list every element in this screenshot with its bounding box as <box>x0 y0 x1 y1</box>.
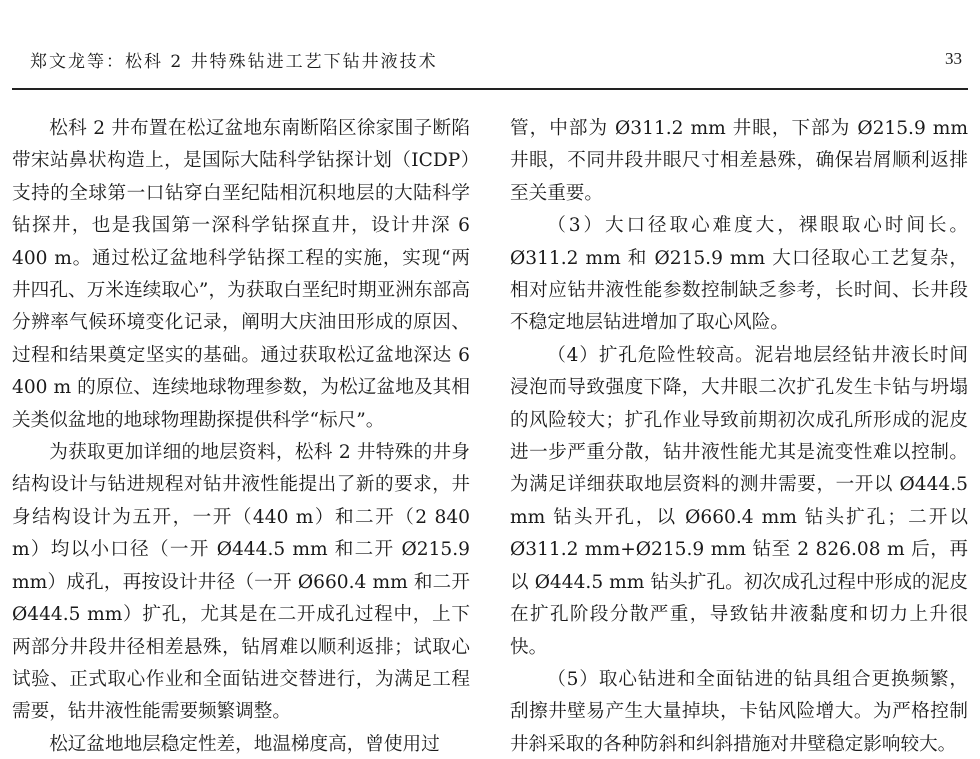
running-title: 郑文龙等：松科 2 井特殊钻进工艺下钻井液技术 <box>30 52 438 72</box>
page-header <box>0 0 980 90</box>
paragraph: 为获取更加详细的地层资料，松科 2 井特殊的井身结构设计与钻进规程对钻井液性能提出了新的要求，井身结构设计为五开，一开（440 m）和二开（2 840 m）均以小口径（一开 Ø444.5 mm 和二开 Ø215.9 mm）成孔，再按设计井径（一开 Ø660.4 mm 和二开 Ø444.5 mm）扩孔，尤其是在二开成孔过程中，上下两部分井段井径相差悬殊，钻屑难以顺利返排；试取心试验、正式取心作业和全面钻进交替进行，为满足工程需要，钻井液性能需要频繁调整。 <box>12 442 470 723</box>
left-column <box>12 113 470 759</box>
paragraph-continued: 管，中部为 Ø311.2 mm 井眼，下部为 Ø215.9 mm 井眼，不同井段井眼尺寸相差悬殊，确保岩屑顺利返排至关重要。 <box>510 118 968 204</box>
paragraph: 松科 2 井布置在松辽盆地东南断陷区徐家围子断陷带宋站鼻状构造上，是国际大陆科学钻探计划（ICDP）支持的全球第一口钻穿白垩纪陆相沉积地层的大陆科学钻探井，也是我国第一深科学钻探直井，设计井深 6 400 m。通过松辽盆地科学钻探工程的实施，实现“两井四孔、万米连续取心”，为获取白垩纪时期亚洲东部高分辨率气候环境变化记录，阐明大庆油田形成的原因、过程和结果奠定坚实的基础。通过获取松辽盆地深达 6 400 m 的原位、连续地球物理参数，为松辽盆地及其相关类似盆地的地球物理勘探提供科学“标尺”。 <box>12 118 470 431</box>
paragraph: 松辽盆地地层稳定性差，地温梯度高，曾使用过 <box>49 733 440 755</box>
paragraph: （4）扩孔危险性较高。泥岩地层经钻井液长时间浸泡而导致强度下降，大井眼二次扩孔发生卡钻与坍塌的风险较大；扩孔作业导致前期初次成孔所形成的泥皮进一步严重分散，钻井液性能尤其是流变性难以控制。为满足详细获取地层资料的测井需要，一开以 Ø444.5 mm 钻头开孔，以 Ø660.4 mm 钻头扩孔；二开以 Ø311.2 mm+Ø215.9 mm 钻至 2 826.08 m 后，再以 Ø444.5 mm 钻头扩孔。初次成孔过程中形成的泥皮在扩孔阶段分散严重，导致钻井液黏度和切力上升很快。 <box>510 344 968 658</box>
header-rule <box>12 88 968 90</box>
paragraph: （5）取心钻进和全面钻进的钻具组合更换频繁，刮擦井壁易产生大量掉块，卡钻风险增大。为严格控制井斜采取的各种防斜和纠斜措施对井壁稳定影响较大。 <box>510 668 968 755</box>
paragraph: （3）大口径取心难度大，裸眼取心时间长。Ø311.2 mm 和 Ø215.9 mm 大口径取心工艺复杂，相对应钻井液性能参数控制缺乏参考，长时间、长井段不稳定地层钻进增加了取心风险。 <box>510 215 968 334</box>
page-number: 33 <box>945 49 962 68</box>
right-column <box>510 113 968 759</box>
